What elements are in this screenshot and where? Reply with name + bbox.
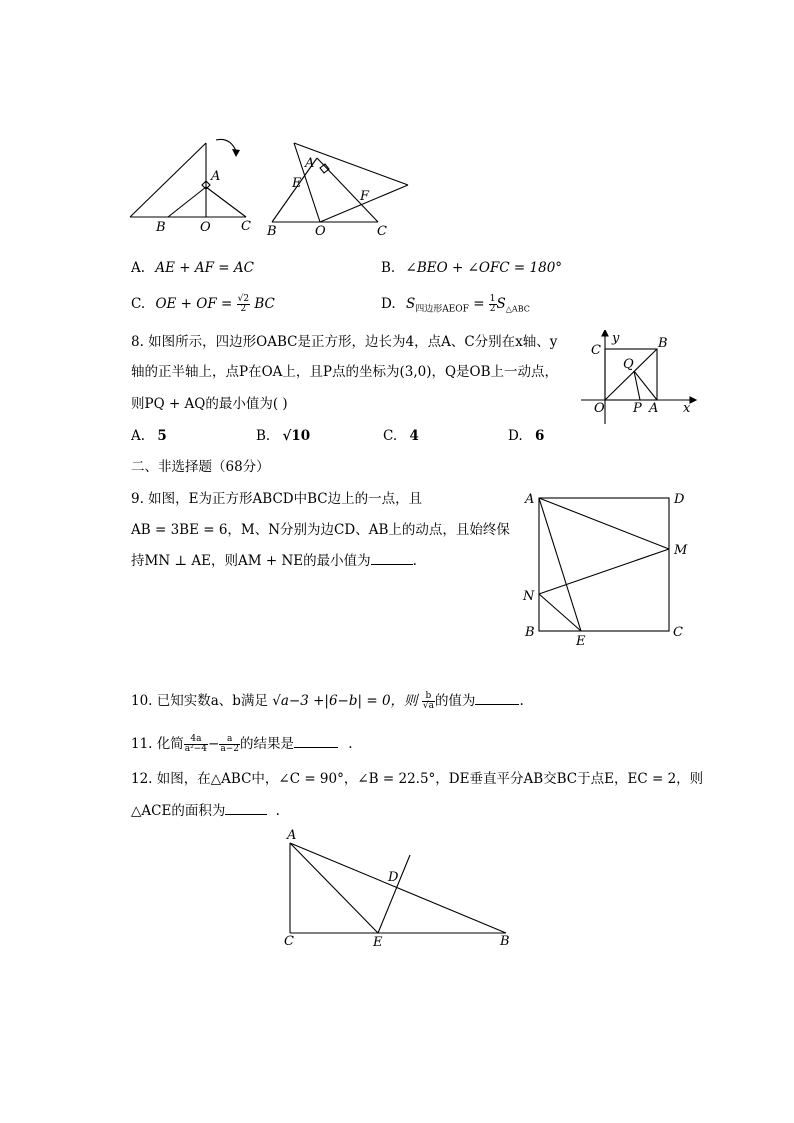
q7-fig1-label-C: C	[241, 219, 251, 234]
q8-option-b[interactable]	[256, 427, 310, 445]
q8-stem-line-2: 轴的正半轴上，点P在OA上，且P点的坐标为(3,0)，Q是OB上一动点，	[131, 364, 559, 380]
q7-fig1-label-B: B	[156, 220, 166, 235]
option-area-symbol-2: S	[496, 296, 506, 312]
q8-fig-label-O: O	[594, 401, 605, 416]
option-subscript-2: △ABC	[505, 304, 530, 314]
option-letter: D.	[508, 428, 523, 444]
q7-fig1-label-O: O	[200, 220, 211, 235]
option-value: 6	[534, 428, 545, 444]
answer-blank[interactable]	[294, 735, 338, 748]
option-fraction: $\frac{1}{2}$	[489, 294, 496, 314]
q12-stem-line-2: △ACE的面积为 .	[131, 803, 280, 819]
option-text: ∠BEO + ∠OFC = 180°	[405, 260, 563, 276]
option-letter: C.	[131, 296, 146, 312]
option-letter: D.	[381, 296, 396, 312]
option-area-symbol: S	[405, 296, 416, 312]
q8-fig-label-P: P	[633, 401, 642, 416]
q7-fig2-label-C: C	[377, 224, 387, 238]
q7-fig2-label-F: F	[360, 189, 370, 204]
q7-fig2-label-O: O	[315, 224, 326, 238]
q9-stem-line-2: AB = 3BE = 6，M、N分别为边CD、AB上的动点，且始终保	[131, 522, 510, 538]
q12-fig-label-A: A	[287, 828, 297, 843]
option-letter: A.	[131, 428, 146, 444]
option-text-right: BC	[254, 296, 275, 312]
q9-stem-line-3: 持MN ⊥ AE，则AM + NE的最小值为 .	[131, 553, 417, 569]
q7-option-a[interactable]	[131, 259, 254, 277]
q11-fraction-2: $\frac{a}{a-2}$	[220, 734, 239, 754]
q8-option-c[interactable]	[383, 427, 419, 445]
q9-fig-label-A: A	[525, 492, 535, 507]
option-text: AE + AF = AC	[155, 260, 254, 276]
q9-fig-label-B: B	[525, 625, 535, 640]
q9-fig-label-D: D	[674, 492, 685, 507]
option-text-left: OE + OF =	[155, 296, 233, 312]
q9-figure	[518, 488, 698, 648]
q10-stem: 10. 已知实数a、b满足 √a−3 +|6−b| = 0，则 $\frac{b}{√a}$ 的值为 .	[131, 691, 524, 711]
q8-option-d[interactable]	[508, 427, 544, 445]
option-letter: C.	[383, 428, 398, 444]
option-letter: A.	[131, 260, 146, 276]
q10-fraction: $\frac{b}{√a}$	[422, 691, 434, 711]
q8-fig-label-A: A	[649, 401, 659, 416]
q11-fraction-1: $\frac{4a}{\text{a²−4}}$	[184, 734, 208, 754]
q8-fig-label-y: y	[612, 331, 620, 346]
section-heading: 二、非选择题（68分）	[131, 459, 270, 475]
q9-fig-label-M: M	[674, 543, 688, 558]
answer-blank[interactable]	[475, 692, 519, 705]
answer-blank[interactable]	[371, 552, 413, 565]
q8-figure	[578, 330, 698, 428]
q8-fig-label-B: B	[658, 336, 668, 351]
option-letter: B.	[381, 260, 396, 276]
option-value: 4	[409, 428, 419, 444]
q7-fig2-label-B: B	[267, 224, 277, 238]
q12-fig-label-D: D	[388, 870, 399, 885]
option-fraction: $\frac{√2}{2}$	[237, 294, 250, 314]
q7-fig2-label-A: A	[305, 156, 315, 171]
option-letter: B.	[256, 428, 271, 444]
q11-stem: 11. 化简 $\frac{4a}{\text{a²−4}}$ − $\frac{a}{a-2}$ 的结果是 .	[131, 734, 353, 754]
q9-fig-label-C: C	[673, 625, 683, 640]
q7-option-c[interactable]	[131, 295, 275, 314]
q7-fig2-label-E: E	[292, 176, 302, 191]
q12-figure	[280, 825, 520, 953]
q8-option-a[interactable]	[131, 427, 167, 445]
q8-stem-line-3: 则PQ + AQ的最小值为( )	[131, 396, 288, 412]
option-subscript: 四边形AEOF	[415, 304, 469, 315]
option-value: 5	[157, 428, 167, 444]
option-equals: =	[473, 296, 485, 312]
option-value: √10	[282, 428, 311, 444]
q7-option-b[interactable]	[381, 259, 562, 277]
q12-stem-line-1: 12. 如图，在△ABC中，∠C = 90°，∠B = 22.5°，DE垂直平分AB交BC于点E，EC = 2，则	[131, 771, 704, 787]
answer-blank[interactable]	[225, 802, 267, 815]
q7-fig1-label-A: A	[211, 169, 221, 184]
q7-figure-2	[262, 138, 412, 238]
q9-fig-label-E: E	[576, 634, 586, 648]
q8-stem-line-1: 8. 如图所示，四边形OABC是正方形，边长为4，点A、C分别在x轴、y	[131, 334, 558, 350]
q8-fig-label-x: x	[683, 401, 691, 416]
q9-stem-line-1: 9. 如图，E为正方形ABCD中BC边上的一点，且	[131, 491, 423, 507]
q7-option-d[interactable]	[381, 295, 530, 319]
q9-fig-label-N: N	[523, 589, 535, 604]
q8-fig-label-Q: Q	[623, 357, 634, 372]
q8-fig-label-C: C	[591, 343, 601, 358]
q12-fig-label-E: E	[373, 935, 383, 950]
q12-fig-label-B: B	[500, 934, 510, 949]
q12-fig-label-C: C	[284, 934, 294, 949]
q7-figure-1	[120, 135, 270, 235]
